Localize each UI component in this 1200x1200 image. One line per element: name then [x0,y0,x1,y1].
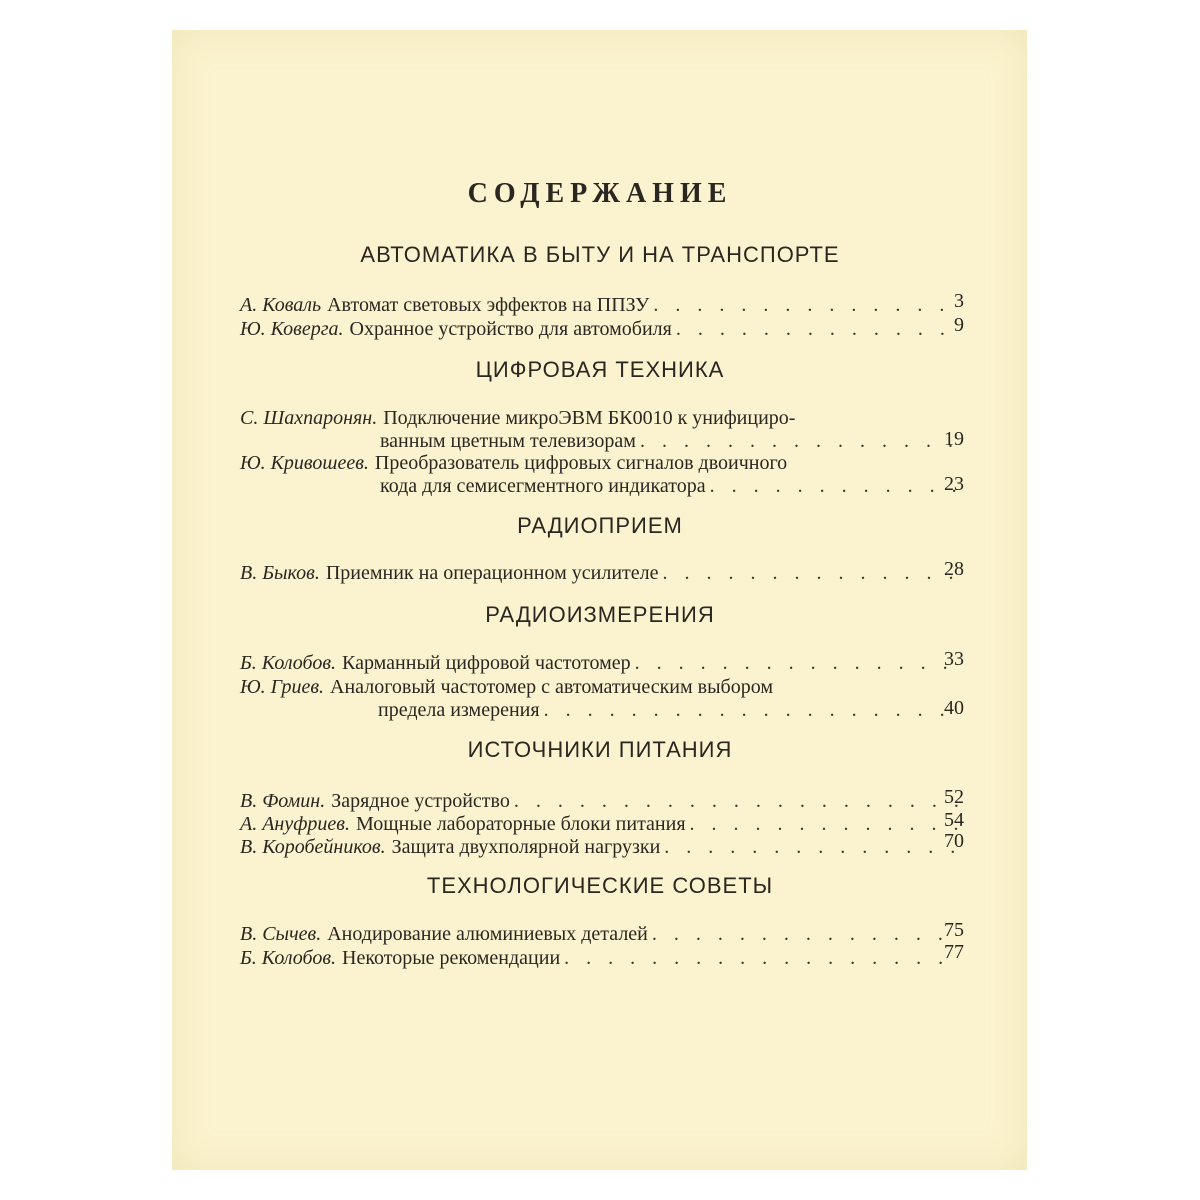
entry-page-number: 9 [954,314,964,336]
entry-title-continued: предела измерения [378,699,540,721]
entry-title: Автомат световых эффектов на ППЗУ [327,294,650,316]
entry-author: Б. Колобов. [240,652,336,674]
entry-author: А. Ануфриев. [240,813,350,835]
entry-author: А. Коваль [240,294,322,316]
entry-page-number: 70 [944,830,964,852]
leader-dots [564,947,960,970]
entry-page-number: 54 [944,809,964,831]
entry-title: Зарядное устройство [331,790,510,812]
toc-entry[interactable] [240,919,964,946]
section-heading-radio-measurement: РАДИОИЗМЕРЕНИЯ [485,602,715,627]
entry-author: В. Сычев. [240,923,322,945]
entry-page-number: 40 [944,697,964,719]
entry-page-number: 52 [944,786,964,808]
entry-title: Защита двухполярной нагрузки [391,836,661,858]
entry-author: Б. Колобов. [240,947,336,969]
toc-entry[interactable] [240,314,964,341]
entry-title-continued: кода для семисегментного индикатора [380,475,706,497]
entry-author: Ю. Коверга. [240,318,344,340]
toc-entry[interactable] [240,407,964,453]
entry-page-number: 3 [954,290,964,312]
entry-title: Карманный цифровой частотомер [342,652,631,674]
entry-page-number: 28 [944,558,964,580]
entry-title-continued: ванным цветным телевизорам [380,430,636,452]
entry-title: Мощные лабораторные блоки питания [356,813,686,835]
entry-author: В. Быков. [240,562,320,584]
entry-author: В. Фомин. [240,790,326,812]
toc-entry[interactable] [240,941,964,970]
page-title: СОДЕРЖАНИЕ [467,178,733,209]
section-heading-power-supplies: ИСТОЧНИКИ ПИТАНИЯ [467,737,733,762]
toc-entry[interactable] [240,290,964,317]
entry-page-number: 19 [944,428,964,450]
leader-dots [544,699,960,722]
leader-dots [514,790,960,813]
toc-entry[interactable] [240,676,964,722]
section-heading-digital: ЦИФРОВАЯ ТЕХНИКА [475,357,725,382]
entry-page-number: 23 [944,473,964,495]
book-page [172,30,1027,1170]
entry-author: Ю. Гриев. [240,676,325,698]
toc-entry[interactable] [240,830,964,859]
section-heading-technology-tips: ТЕХНОЛОГИЧЕСКИЕ СОВЕТЫ [426,873,774,898]
toc-entry[interactable] [240,452,964,498]
entry-page-number: 77 [944,941,964,963]
entry-author: С. Шахпаронян. [240,407,378,429]
section-heading-automation: АВТОМАТИКА В БЫТУ И НА ТРАНСПОРТЕ [360,242,840,267]
entry-author: Ю. Кривошеев. [240,452,369,474]
entry-title: Анодирование алюминиевых деталей [327,923,648,945]
toc-entry[interactable] [240,809,964,836]
entry-title: Преобразователь цифровых сигналов двоичного [374,452,788,474]
entry-title: Приемник на операционном усилителе [325,562,659,584]
toc-entry[interactable] [240,648,964,675]
entry-author: В. Коробейников. [240,836,386,858]
toc-entry[interactable] [240,558,964,585]
entry-title: Подключение микроЭВМ БК0010 к унифициро- [383,407,796,429]
leader-dots [640,430,960,453]
entry-page-number: 75 [944,919,964,941]
entry-title: Некоторые рекомендации [342,947,561,969]
section-heading-radio-reception: РАДИОПРИЕМ [517,513,683,538]
leader-dots [635,652,960,675]
entry-title: Охранное устройство для автомобиля [349,318,672,340]
entry-page-number: 33 [944,648,964,670]
toc-entry[interactable] [240,786,964,813]
entry-title: Аналоговый частотомер с автоматическим выбором [330,676,773,698]
